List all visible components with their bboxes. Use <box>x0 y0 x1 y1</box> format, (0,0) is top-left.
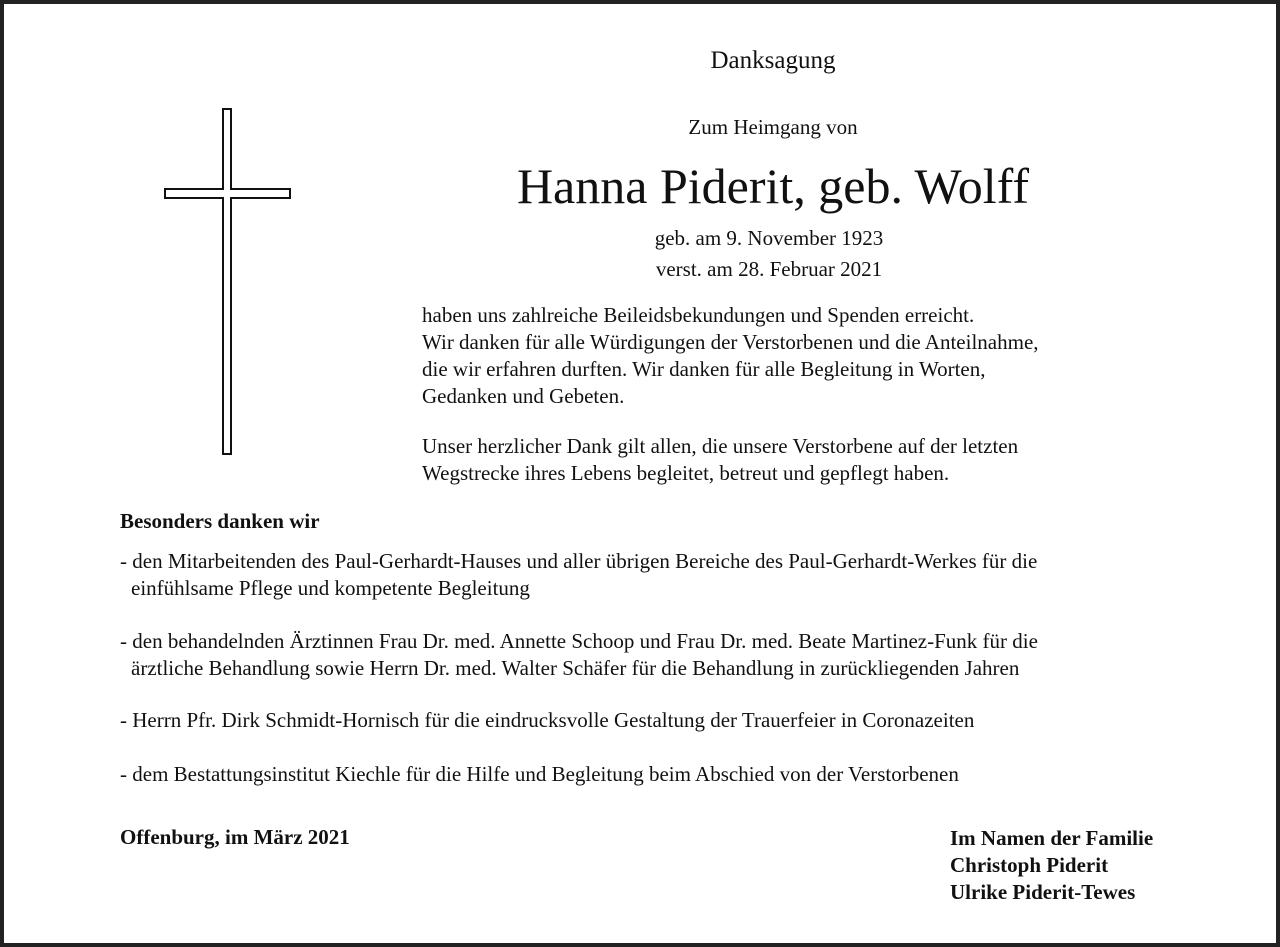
thanks-paragraph-1 <box>422 302 1039 410</box>
paragraph-line: Wir danken für alle Würdigungen der Verstorbenen und die Anteilnahme, <box>422 330 1039 354</box>
thanks-item-line: - dem Bestattungsinstitut Kiechle für die Hilfe und Begleitung beim Abschied von der Verstorbenen <box>120 762 959 786</box>
intro-line: Zum Heimgang von <box>688 115 858 139</box>
thanks-item <box>120 628 1038 682</box>
family-signature <box>950 825 1153 906</box>
paragraph-line: haben uns zahlreiche Beileidsbekundungen und Spenden erreicht. <box>422 303 975 327</box>
paragraph-line: die wir erfahren durften. Wir danken für alle Begleitung in Worten, <box>422 357 986 381</box>
cross-icon <box>164 108 291 455</box>
thanks-item <box>120 548 1037 602</box>
thanks-item-line: einfühlsame Pflege und kompetente Begleitung <box>131 576 530 600</box>
signature-line: Christoph Piderit <box>950 853 1109 877</box>
paragraph-line: Wegstrecke ihres Lebens begleitet, betreut und gepflegt haben. <box>422 461 950 485</box>
thanks-item <box>120 707 974 734</box>
birth-date: geb. am 9. November 1923 <box>654 226 884 250</box>
thanks-item-line: - den Mitarbeitenden des Paul-Gerhardt-Hauses und aller übrigen Bereiche des Paul-Gerhardt-Werkes für die <box>120 549 1038 573</box>
thanks-item-line: - den behandelnden Ärztinnen Frau Dr. med. Annette Schoop und Frau Dr. med. Beate Martinez-Funk für die <box>120 629 1038 653</box>
signature-line: Ulrike Piderit-Tewes <box>950 880 1136 904</box>
signature-line: Im Namen der Familie <box>950 826 1154 850</box>
thanks-item-line: ärztliche Behandlung sowie Herrn Dr. med. Walter Schäfer für die Behandlung in zurückliegenden Jahren <box>131 656 1020 680</box>
card-title: Danksagung <box>710 47 836 74</box>
special-thanks-heading: Besonders danken wir <box>120 509 320 533</box>
thanks-item <box>120 761 959 788</box>
paragraph-line: Gedanken und Gebeten. <box>422 384 625 408</box>
place-date: Offenburg, im März 2021 <box>120 825 350 849</box>
thanks-paragraph-2 <box>422 433 1018 487</box>
paragraph-line: Unser herzlicher Dank gilt allen, die unsere Verstorbene auf der letzten <box>422 434 1019 458</box>
deceased-name: Hanna Piderit, geb. Wolff <box>516 158 1030 214</box>
death-date: verst. am 28. Februar 2021 <box>655 257 883 281</box>
thanks-item-line: - Herrn Pfr. Dirk Schmidt-Hornisch für die eindrucksvolle Gestaltung der Trauerfeier in Coronazeiten <box>120 708 975 732</box>
